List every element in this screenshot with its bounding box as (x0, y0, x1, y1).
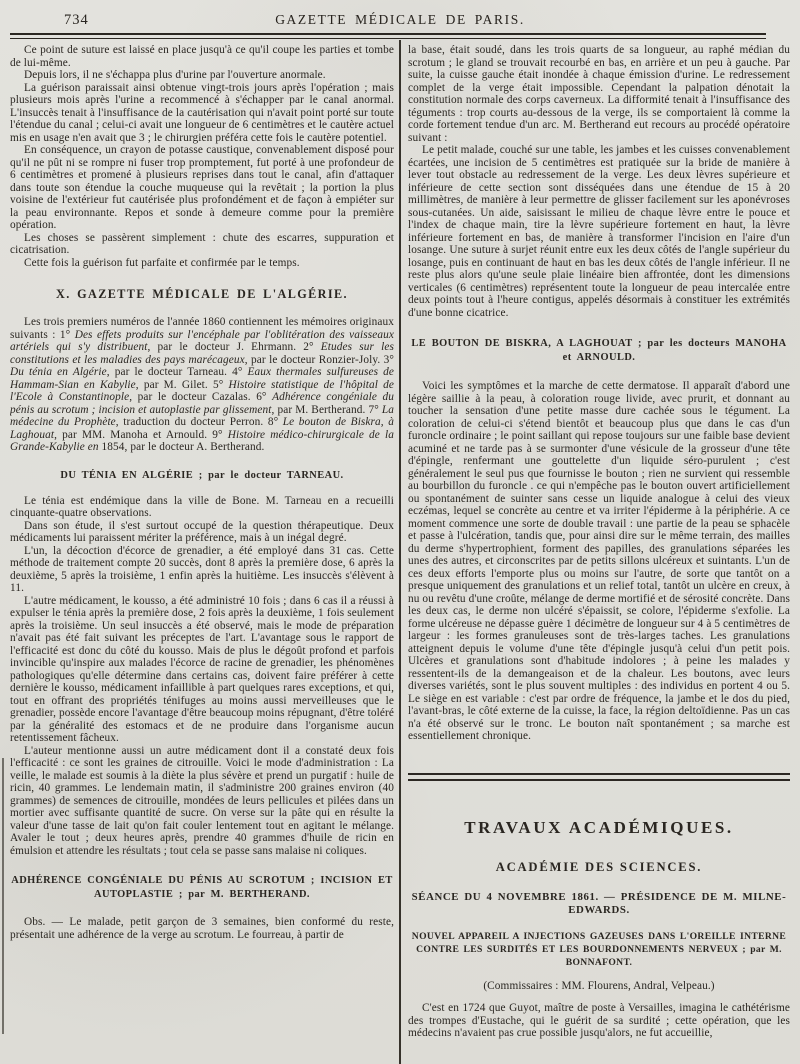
paragraph: L'auteur mentionne aussi un autre médicament dont il a constaté deux fois l'efficacité : ce sont les graines de citrouille. Voici le mode d'administration : La veille, le malade est soumis à la diète la plus sévère et prend un purgatif : huile de ricin, 40 grammes. Le lendemain matin, il s'administre 200 graines environ (40 grammes) de semences de citrouille, mondées de leurs pellicules et pilées dans un mortier avec suffisante quantité de sucre. On verse sur la pâte qui en résulte la valeur d'une tasse de lait qu'on fait couler lentement tout en agitant le mélange. Avaler le tout ; deux heures après, prendre 40 grammes d'huile de ricin en émulsion et attendre les résultats ; tout cela se passe sans malaise ni coliques. (10, 744, 394, 857)
paragraph: C'est en 1724 que Guyot, maître de poste à Versailles, imagina le cathétérisme des trompes d'Eustache, qui le guérit de sa surdité ; cette opération, que les médecins n'avaient pas crue possible jusqu'alors, ne fut accueillie, (408, 1002, 790, 1039)
paragraph: Les choses se passèrent simplement : chute des escarres, suppuration et cicatrisation. (10, 231, 394, 256)
italic-text-run: Histoire médico-chirurgicale de la Grande-Kabylie en (10, 428, 394, 453)
text-run: , traduction du docteur Perron. 8° (115, 416, 283, 428)
section-divider-rule (408, 773, 790, 781)
italic-text-run: Adhérence congéniale du pénis au scrotum ; incision et autoplastie par glissement (10, 391, 394, 416)
text-run: , par le docteur Cazalas. 6° (129, 391, 273, 403)
italic-text-run: Histoire statistique de l'hôpital de l'Ecole à Constantinople (10, 378, 394, 403)
column-left (10, 44, 394, 1060)
italic-text-run: La médecine du Prophète (10, 403, 394, 428)
text-run: , par le docteur J. Ehrmann. 2° (147, 341, 321, 353)
paragraph-continuation: la base, était soudé, dans les trois quarts de sa longueur, au raphé médian du scrotum ; le gland se trouvait recourbé en bas, en arrière et un peu à gauche. Par suite, la cuisse gauche était inondée à chaque émission d'urine. Le redressement complet de la verge était impossible. Cependant la palpation dénotait la constitution normale des corps caverneux. La difformité tenait à l'insuffisance des téguments : trop courts au-dessous de la verge, ils se comportaient là comme la corde fortement tendue d'un arc. M. Bertherand eut recours au procédé opératoire suivant : (408, 44, 790, 144)
paragraph: L'un, la décoction d'écorce de grenadier, a été employé dans 31 cas. Cette méthode de traitement compte 20 succès, dont 8 après la première dose, 6 après la deuxième, 5 après la troisième, 1 enfin après la huitième. Les insuccès s'élèvent à 11. (10, 544, 394, 594)
italic-text-run: Le bouton de Biskra, à Laghouat (10, 416, 394, 441)
paragraph: Cette fois la guérison fut parfaite et confirmée par le temps. (24, 256, 300, 269)
commissaires-note: (Commissaires : MM. Flourens, Andral, Velpeau.) (483, 979, 715, 992)
paragraph: En conséquence, un crayon de potasse caustique, convenablement disposé pour qu'il ne pût ni se rompre ni fuser trop promptement, fut porté à une profondeur de 6 centimètres et promené à plusieurs reprises dans tout le canal, afin d'attaquer dans toute son étendue la couche muqueuse qui la revêtait ; la portion la plus voisine de l'extérieur fut cautérisée plus profondément et de façon à empiéter sur la peau environnante. Repos et sonde à demeure comme pour la première opération. (10, 144, 394, 231)
article-heading: DU TÉNIA EN ALGÉRIE ; par le docteur TARNEAU. (60, 469, 344, 481)
paragraph: Ce point de suture est laissé en place jusqu'à ce qu'il coupe les parties et tombe de lui-même. (10, 44, 394, 69)
text-run: , par MM. Manoha et Arnould. 9° (54, 428, 228, 441)
major-heading: TRAVAUX ACADÉMIQUES. (464, 817, 734, 837)
academy-heading: ACADÉMIE DES SCIENCES. (495, 859, 703, 874)
scan-edge-artifact (2, 758, 4, 1034)
column-right (408, 44, 790, 1060)
article-heading: LE BOUTON DE BISKRA, A LAGHOUAT ; par les docteurs MANOHA et ARNOULD. (411, 338, 787, 363)
italic-text-run: Du ténia en Algérie (10, 366, 107, 378)
paragraph: La guérison paraissait ainsi obtenue vingt-trois jours après l'opération ; mais plusieurs mois après l'urine a recommencé à s'échapper par le canal anormal. L'insuccès tenait à l'insuffisance de la cautérisation qui n'avait point porté sur toute l'étendue du canal ; celui-ci avait une longueur de 6 centimètres et le cautère actuel mis en usage n'en avait que 3 ; le chirurgien préféra cette fois le cautère potentiel. (10, 81, 394, 144)
text-run: 1854, par le docteur A. Bertherand. (98, 441, 265, 453)
italic-text-run: Etudes sur les constitutions et les maladies des pays marécageux (10, 341, 394, 366)
paragraph: Voici les symptômes et la marche de cette dermatose. Il apparaît d'abord une légère saillie à la peau, à coloration rouge livide, avec prurit, et donnant au toucher la sensation d'une petite masse dure cachée sous le tégument. La coloration de celui-ci s'étend bientôt et beaucoup plus que dans le cas d'un furoncle ordinaire ; le point saillant qui repose toujours sur une faible base devient acuminé et ne tarde pas à se surmonter d'une vésicule de la grosseur d'une tête d'épingle, renfermant une gouttelette d'un liquide séro-purulent ; c'est généralement le seul pus que fournisse le bouton ; rien ne survient qui ressemble au bourbillon du furoncle . ce qui n'empêche pas le bouton ouvert artificiellement ou spontanément de suinter sans cesse un liquide analogue à celui des vieux eczémas, lequel se concrète au centre et va irriter l'épiderme à la périphérie. A ce moment commence une sorte de double travail : une partie de la peau se sphacèle et passe à l'ulcération, tandis que, pour ainsi dire sur le même terrain, des mailles du derme s'hypertrophient, forment des papilles, des granulations séparées les unes des autres, et circonscrites par de petits sillons ulcéreux et suintants. L'un de ces deux efforts l'emporte plus ou moins sur l'autre, de sorte que tantôt on a presque uniquement des granulations et un relief total, tantôt un ulcère en creux, à nu ou revêtu d'une croûte, mélange de derme mortifié et de sérosité concrète. Dans les deux cas, le derme non ulcéré s'épaissit, se colore, l'épiderme s'exfolie. La forme ulcéreuse ne dépasse guère 1 décimètre de longueur sur 4 à 5 centimètres de largeur : les formes granuleuses sont de très-larges taches. Les granulations atteignent depuis le volume d'une tête d'épingle jusqu'à celui d'un petit pois. Ulcères et granulations sont d'habitude indolores ; à peine les malades y ressentent-ils de la demangeaison et de la chaleur. Les boutons, avec leurs diverses variétés, sont le plus souvent multiples : des individus en portent 4 ou 5. Le siège en est variable : c'est par ordre de fréquence, la jambe et le dos du pied, l'avant-bras, le côté externe de la cuisse, la face, la région deltoïdienne. Pas un cas n'a été observé sur le tronc. Le bouton naît spontanément ; sa marche est essentiellement chronique. (408, 380, 790, 742)
paragraph: Le ténia est endémique dans la ville de Bone. M. Tarneau en a recueilli cinquante-quatre observations. (10, 494, 394, 519)
paragraph: L'autre médicament, le kousso, a été administré 10 fois ; dans 6 cas il a réussi à expulser le ténia après la première dose, 2 fois après la deuxième, 1 fois seulement après la troisième. Un seul insuccès a été observé, mais le mode de préparation n'avait pas été fait suivant les préceptes de l'art. L'avantage sous le rapport de l'efficacité est donc du côté du kousso. Mais de plus le dégoût profond et parfois invincible qu'inspire aux malades l'écorce de racine de grenadier, les phénomènes pathologiques qu'elle détermine dans certains cas, doivent faire préférer à cette dernière le kousso, médicament infaillible à part quelques rares exceptions, et qui, tout en offrant des propriétés ténifuges au moins aussi merveilleuses que le grenadier, possède encore l'avantage d'être beaucoup moins répugnant, d'être toléré par la généralité des estomacs et de ne produire dans l'organisme aucun retentissement fâcheux. (10, 594, 394, 744)
page-number: 734 (64, 12, 89, 28)
section-heading: X. GAZETTE MÉDICALE DE L'ALGÉRIE. (56, 287, 348, 301)
memoir-title-heading: NOUVEL APPAREIL A INJECTIONS GAZEUSES DANS L'OREILLE INTERNE CONTRE LES SURDITÉS ET LES BOURDONNEMENTS NERVEUX ; par M. BONNAFONT. (411, 930, 787, 968)
text-run: , par M. Gilet. 5° (135, 378, 229, 391)
text-run: , par le docteur Tarneau. 4° (106, 366, 248, 378)
header-rule (10, 33, 766, 39)
paragraph: Depuis lors, il ne s'échappa plus d'urine par l'ouverture anormale. (24, 69, 326, 81)
paragraph: Dans son étude, il s'est surtout occupé de la question thérapeutique. Deux médicaments lui paraissent mériter la préférence, mais à un inégal degré. (10, 519, 394, 544)
italic-text-run: Des effets produits sur l'encéphale par l'oblitération des vaisseaux artériels qui s'y distribuent (10, 328, 394, 353)
text-run: , par M. Bertherand. 7° (271, 403, 382, 416)
session-heading: SÉANCE DU 4 NOVEMBRE 1861. — PRÉSIDENCE DE M. MILNE-EDWARDS. (411, 890, 787, 916)
paragraph (10, 316, 394, 454)
article-heading: ADHÉRENCE CONGÉNIALE DU PÉNIS AU SCROTUM ; INCISION ET AUTOPLASTIE ; par M. BERTHERAND. (11, 875, 393, 900)
paragraph: Le petit malade, couché sur une table, les jambes et les cuisses convenablement écartées, une incision de 5 centimètres est pratiquée sur la bride de manière à lever tout obstacle au redressement de la verge. Les deux lèvres supérieure et inférieure de cette section sont disséquées dans une étendue de 15 à 20 millimètres, de manière à leur permettre de glisser facilement sur les aponévroses sous-cutanées. Un aide, saisissant le milieu de chaque lèvre entre le pouce et l'index de chaque main, tire la lèvre supérieure fortement en haut, la lèvre inférieure fortement en bas, de manière à transformer l'incision en l'aire d'un losange. Une suture à surjet réunit entre eux les deux côtés de l'angle supérieur du losange, puis en continuant de haut en bas les deux côtés de l'angle inférieur. Il ne reste plus alors qu'une seule plaie linéaire bien affrontée, dont les dimensions verticales (6 centimètres) représentent toute la longueur de peau intercalée entre deux points tout à l'heure contigus, appelés désormais à constituer les extrémités d'une bonne cicatrice. (408, 144, 790, 319)
paragraph: Obs. — Le malade, petit garçon de 3 semaines, bien conformé du reste, présentait une adhérence de la verge au scrotum. Le fourreau, à partir de (10, 916, 394, 941)
italic-text-run: Eaux thermales sulfureuses de Hammam-Sian en Kabylie (10, 366, 394, 391)
column-divider (399, 40, 401, 1064)
text-run: , par le docteur Ronzier-Joly. 3° (244, 353, 394, 366)
masthead-title: GAZETTE MÉDICALE DE PARIS. (275, 12, 525, 27)
text-run: Les trois premiers numéros de l'année 1860 contiennent les mémoires originaux suivants : 1° (10, 316, 394, 341)
